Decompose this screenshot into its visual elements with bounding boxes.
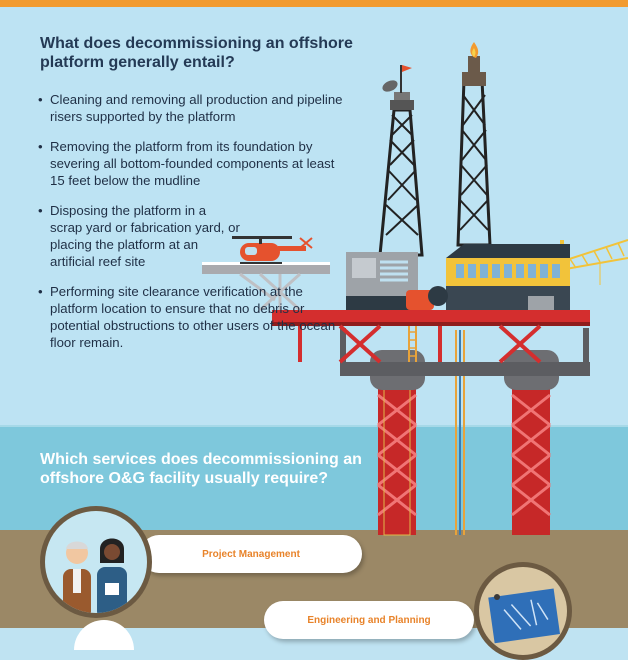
derrick-right [458,56,490,245]
section2-title: Which services does decommissioning an offshore O&G facility usually require? [40,451,362,487]
equipment-module [346,252,434,310]
service-pill-project-management: Project Management [140,535,362,573]
entail-list [36,91,346,364]
lower-deck [340,362,590,376]
list-item: • Cleaning and removing all production and pipeline risers supported by the platform [36,91,346,125]
ladder [408,326,417,362]
riser-pipes [455,330,465,535]
business-people-icon [40,506,152,618]
flare-stack-icon [470,42,478,58]
blueprint-icon [474,562,572,660]
list-item: • Disposing the platform in a scrap yard or fabrication yard, or placing the platform at an artificial reef site [36,202,240,270]
list-item: • Removing the platform from its foundation by severing all bottom-founded components at least 15 feet below the mudline [36,138,346,189]
platform-leg-right [512,385,550,535]
service-pill-engineering-planning: Engineering and Planning [264,601,474,639]
platform-leg-left [378,385,416,535]
section1-title: What does decommissioning an offshore platform generally entail? [40,35,353,71]
crane-icon [560,240,628,285]
list-item: • Performing site clearance verification at the platform location to ensure that no debris or potential obstructions to other users of the ocean floor remain. [36,283,346,351]
production-module [428,244,570,310]
